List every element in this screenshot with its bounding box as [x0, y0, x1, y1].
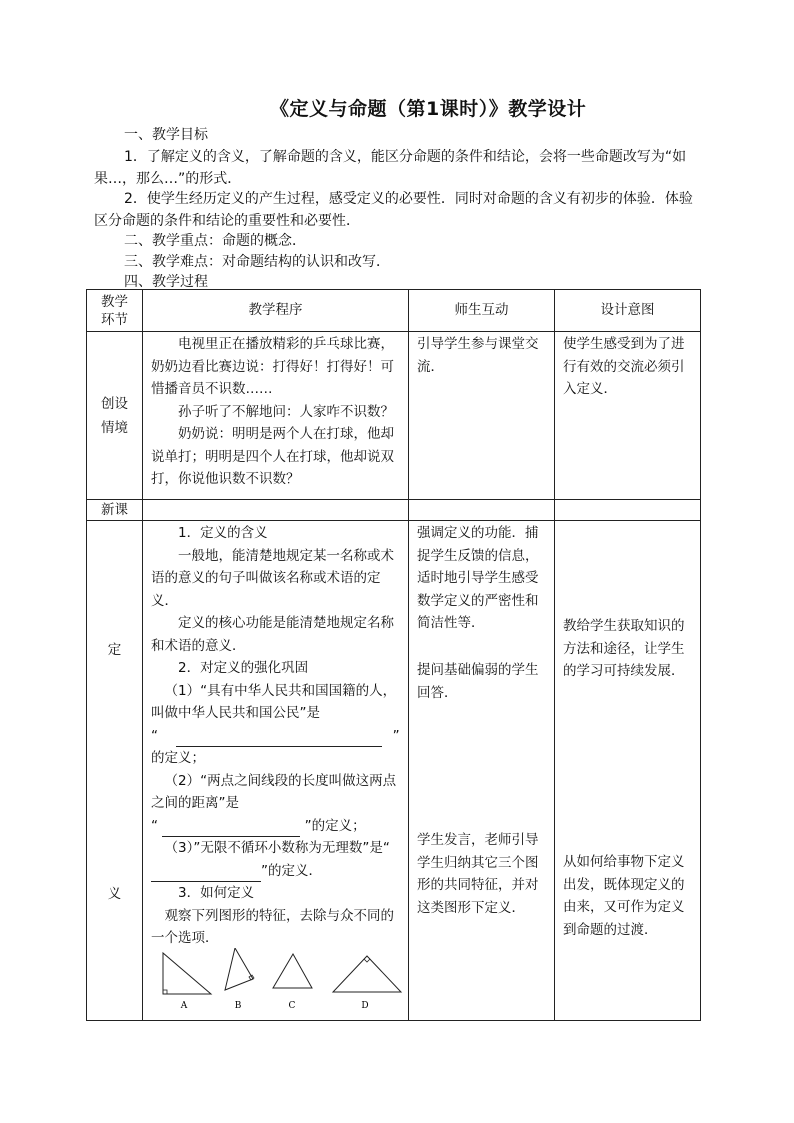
question-3-blank[interactable] — [151, 867, 261, 882]
header-stage-line2: 环节 — [101, 311, 128, 328]
intent-scenario — [555, 332, 701, 500]
header-interaction: 师生互动 — [409, 290, 555, 332]
header-stage — [87, 290, 143, 332]
definition-paragraph-3: 观察下列图形的特征，去除与众不同的一个选项． — [151, 907, 394, 946]
definition-heading-2: 2．对定义的强化巩固 — [178, 660, 309, 676]
interaction-empty — [409, 500, 555, 521]
key-point: 二、教学重点：命题的概念． — [124, 233, 306, 249]
question-2-blank[interactable] — [162, 822, 300, 837]
stage-scenario-line1: 创设 — [101, 395, 128, 412]
header-intent: 设计意图 — [555, 290, 701, 332]
question-3: （3）”无限不循环小数称为无理数”是“ — [164, 840, 390, 856]
process-heading: 四、教学过程 — [124, 274, 208, 290]
question-2-open-quote: “ — [151, 817, 158, 834]
figure-label-a: A — [180, 1001, 188, 1011]
question-2-tail: ”的定义； — [304, 817, 366, 834]
stage-scenario — [87, 332, 143, 500]
question-3-line — [151, 837, 402, 882]
lesson-table — [86, 289, 701, 1021]
triangle-a-figure — [163, 953, 211, 994]
figure-label-d: D — [361, 1001, 369, 1011]
scenario-paragraph-3: 奶奶说：明明是两个人在打球，他却说单打；明明是四个人在打球，他却说双打，你说他识数不识数？ — [151, 426, 394, 487]
question-3-tail: ”的定义． — [261, 862, 322, 879]
stage-scenario-line2: 情境 — [101, 419, 128, 436]
figure-label-c: C — [288, 1001, 296, 1011]
triangle-c-figure — [273, 954, 312, 988]
intent-definition — [555, 521, 701, 1021]
stage-new-lesson: 新课 — [87, 500, 143, 521]
intent-scenario-text: 使学生感受到为了进行有效的交流必须引入定义． — [563, 336, 685, 397]
table-row — [87, 521, 701, 1021]
intent-definition-2: 从如何给事物下定义出发，既体现定义的由来，又可作为定义到命题的过渡． — [563, 854, 685, 938]
definition-heading-3: 3．如何定义 — [178, 885, 255, 901]
intent-definition-1: 教给学生获取知识的方法和途径，让学生的学习可持续发展． — [563, 618, 685, 679]
definition-heading-1: 1．定义的含义 — [178, 525, 268, 541]
goals-heading: 一、教学目标 — [124, 127, 208, 143]
definition-paragraph-1: 一般地，能清楚地规定某一名称或术语的意义的句子叫做该名称或术语的定义． — [151, 547, 394, 609]
interaction-scenario-text: 引导学生参与课堂交流． — [417, 336, 539, 375]
procedure-scenario — [143, 332, 409, 500]
table-header-row — [87, 290, 701, 332]
question-1-blank[interactable] — [176, 732, 382, 747]
interaction-definition — [409, 521, 555, 1021]
procedure-definition — [143, 521, 409, 1021]
stage-definition-top: 定 — [107, 642, 122, 658]
interaction-definition-3: 学生发言，老师引导学生归纳其它三个图形的共同特征，并对这类图形下定义． — [417, 832, 539, 916]
question-1-open-quote: “ — [151, 727, 158, 744]
question-2-blank-line — [151, 815, 402, 838]
triangle-figures — [153, 948, 413, 1018]
goal-1: 1．了解定义的含义，了解命题的含义，能区分命题的条件和结论，会将一些命题改写为“如果…，那么…”的形式． — [94, 149, 687, 187]
difficulty: 三、教学难点：对命题结构的认识和改写． — [124, 254, 390, 270]
goal-2: 2．使学生经历定义的产生过程，感受定义的必要性．同时对命题的含义有初步的体验．体验区分命题的条件和结论的重要性和必要性． — [94, 191, 693, 229]
header-stage-line1: 教学 — [101, 293, 128, 310]
definition-paragraph-2: 定义的核心功能是能清楚地规定名称和术语的意义． — [151, 615, 394, 654]
procedure-empty — [143, 500, 409, 521]
triangle-b-figure — [225, 948, 254, 990]
header-procedure: 教学程序 — [143, 290, 409, 332]
interaction-definition-1: 强调定义的功能．捕捉学生反馈的信息，适时地引导学生感受数学定义的严密性和简洁性等． — [417, 525, 539, 631]
table-row — [87, 332, 701, 500]
stage-definition — [87, 521, 143, 1021]
scenario-paragraph-1: 电视里正在播放精彩的乒乓球比赛，奶奶边看比赛边说：打得好！打得好！可惜播音员不识数…… — [151, 336, 394, 397]
page-title: 《定义与命题（第1课时）》教学设计 — [270, 98, 587, 120]
question-1-close-quote: ” — [392, 727, 400, 744]
figure-label-b: B — [234, 1001, 242, 1011]
table-row — [87, 500, 701, 521]
interaction-definition-2: 提问基础偏弱的学生回答． — [417, 662, 539, 701]
question-1-tail: 的定义； — [151, 750, 205, 766]
question-1-blank-line — [151, 725, 402, 748]
intent-empty — [555, 500, 701, 521]
question-1: （1）“具有中华人民共和国国籍的人，叫做中华人民共和国公民”是 — [151, 682, 397, 721]
scenario-paragraph-2: 孙子听了不解地问：人家咋不识数？ — [178, 403, 394, 420]
stage-definition-bottom: 义 — [107, 886, 122, 902]
triangle-d-figure — [333, 956, 401, 992]
question-2: （2）“两点之间线段的长度叫做这两点之间的距离”是 — [151, 772, 397, 811]
interaction-scenario — [409, 332, 555, 500]
